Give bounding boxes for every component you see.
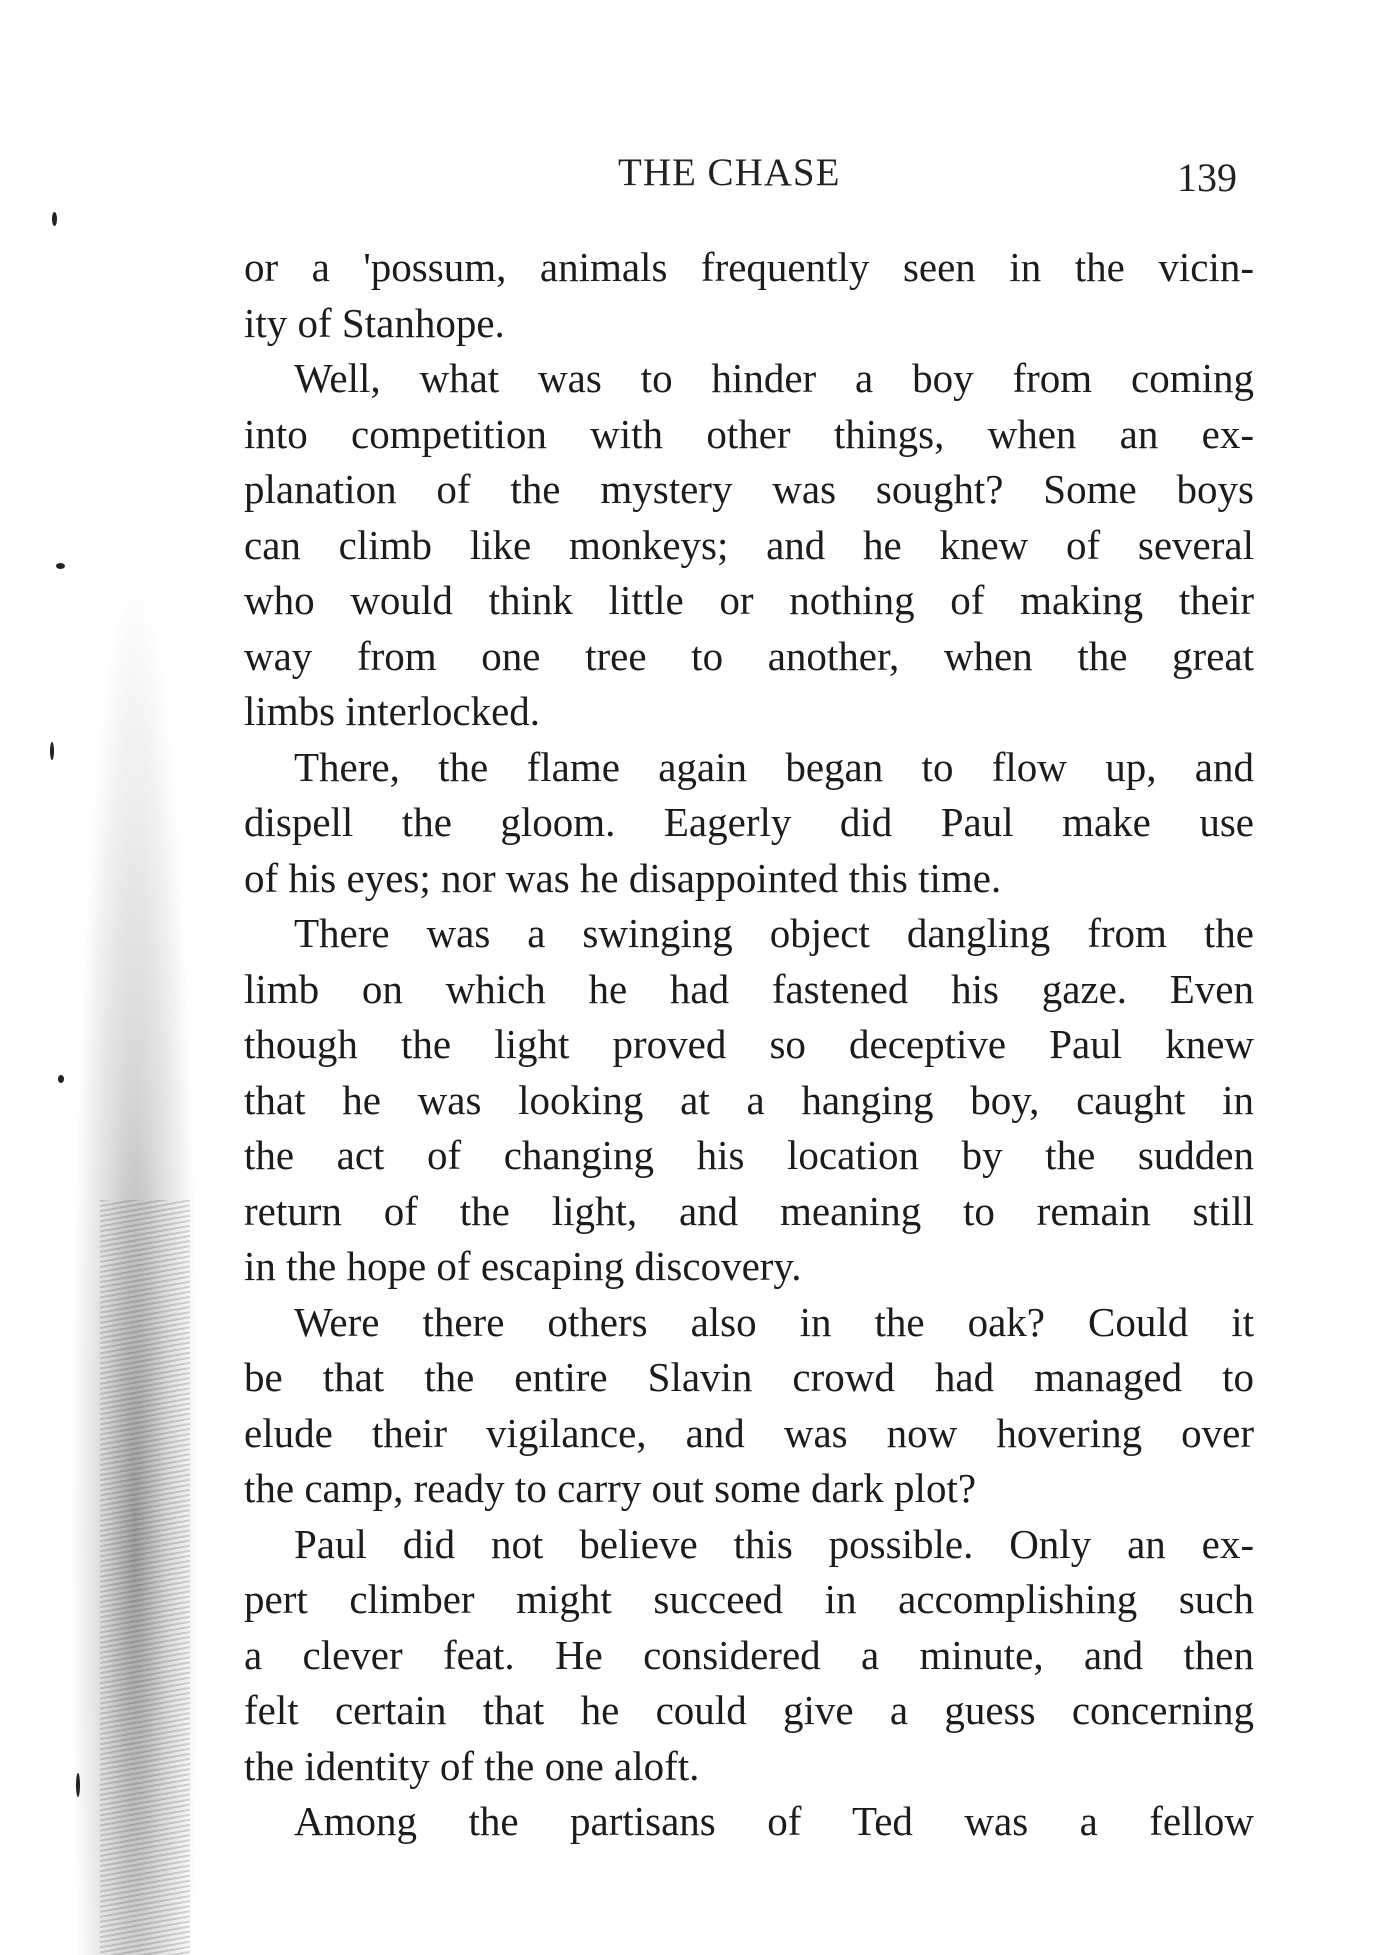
- text-line: dispell the gloom. Eagerly did Paul make use: [244, 799, 1254, 845]
- paragraph-7: [244, 1794, 1254, 1850]
- paragraph-2: [244, 351, 1254, 740]
- text-line: be that the entire Slavin crowd had managed to: [244, 1354, 1254, 1400]
- text-line: There was a swinging object dangling from the: [294, 910, 1254, 956]
- text-line: limb on which he had fastened his gaze. Even: [244, 965, 1254, 1012]
- text-line: way from one tree to another, when the great: [244, 632, 1254, 679]
- text-line: Were there others also in the oak? Could it: [294, 1298, 1254, 1345]
- text-line: who would think little or nothing of making their: [244, 577, 1254, 623]
- gutter-texture: [100, 1200, 190, 1955]
- text-line: the identity of the one aloft.: [244, 1742, 700, 1789]
- text-line: limbs interlocked.: [244, 688, 541, 734]
- speck-mark: [76, 1773, 80, 1797]
- paragraph-1: [244, 240, 1254, 351]
- speck-mark: [52, 212, 57, 226]
- speck-mark: [56, 563, 65, 569]
- paragraph-5: [244, 1295, 1254, 1517]
- page-header: [0, 150, 1397, 200]
- running-head: THE CHASE: [618, 151, 841, 194]
- text-line: that he was looking at a hanging boy, caught in: [244, 1076, 1254, 1123]
- text-line: Among the partisans of Ted was a fellow: [294, 1798, 1254, 1844]
- text-line: elude their vigilance, and was now hovering over: [244, 1409, 1254, 1456]
- text-line: felt certain that he could give a guess concerning: [244, 1687, 1254, 1733]
- page-number: 139: [1177, 155, 1237, 200]
- text-line: in the hope of escaping discovery.: [244, 1243, 802, 1289]
- text-line: Well, what was to hinder a boy from coming: [294, 355, 1254, 401]
- text-line: return of the light, and meaning to remain still: [244, 1187, 1254, 1234]
- paragraph-3: [244, 740, 1254, 907]
- text-line: Paul did not believe this possible. Only an ex-: [294, 1520, 1254, 1567]
- body-text: [244, 240, 1254, 1850]
- speck-mark: [58, 1075, 64, 1083]
- paragraph-6: [244, 1517, 1254, 1795]
- text-line: can climb like monkeys; and he knew of several: [244, 521, 1254, 568]
- text-line: of his eyes; nor was he disappointed this time.: [244, 854, 1002, 901]
- text-line: or a 'possum, animals frequently seen in the vicin-: [244, 244, 1254, 290]
- text-line: There, the flame again began to flow up, and: [294, 743, 1254, 790]
- text-line: the act of changing his location by the sudden: [244, 1132, 1254, 1178]
- text-line: a clever feat. He considered a minute, and then: [244, 1631, 1254, 1678]
- text-line: planation of the mystery was sought? Some boys: [244, 466, 1254, 512]
- text-line: the camp, ready to carry out some dark plot?: [244, 1465, 977, 1511]
- text-line: though the light proved so deceptive Paul knew: [244, 1021, 1254, 1067]
- text-line: ity of Stanhope.: [244, 299, 505, 346]
- speck-mark: [50, 742, 54, 760]
- paragraph-4: [244, 906, 1254, 1295]
- text-line: into competition with other things, when an ex-: [244, 410, 1254, 457]
- text-line: pert climber might succeed in accomplishing such: [244, 1576, 1254, 1622]
